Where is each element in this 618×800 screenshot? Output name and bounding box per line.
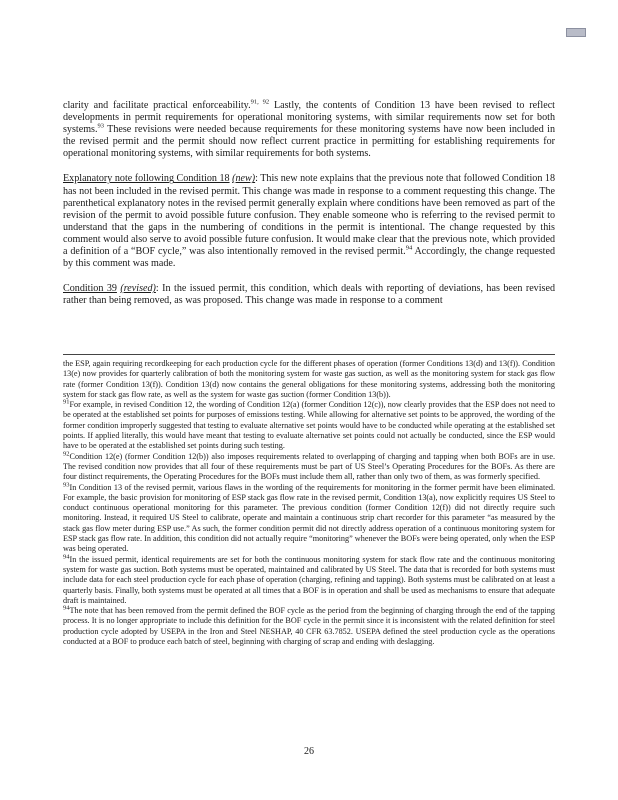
footnote-ref: 93 <box>97 122 104 130</box>
section-heading-tag: (new) <box>232 173 256 185</box>
footnote-94a: $^{94}$In the issued permit, identical requirements are set for both the continuous monitoring system for stack flow rate and the continuous monitoring system for waste gas suction. Both systems must be operated, maintained and calibrated by US Steel. The data that is recorded for both systems must include data for each steel production cycle for each phase of operation (charging, refining and tapping). Both systems must be calibrated on at least a quarterly basis. Finally, both systems must be operated at all times that a BOF is in operation and shall be used as mechanisms to ensure that adequate draft is maintained. <box>63 552 555 605</box>
footnote-separator <box>63 354 555 355</box>
footnote-ref: 91, 92 <box>250 98 270 106</box>
paragraph-note-condition-18: Explanatory note following Condition 18 (new): This new note explains that the previous note that followed Condition 18 has not been included in the revised permit. This change was made in response to a comment requesting this change. The parenthetical explanatory notes in the revised permit generally explain where conditions have been removed as part of the revision of the permit to avoid possible future confusion. They enable someone who is referring to the revised permit to understand that the gaps in the numbering of conditions in the permit is intentional. The change requested by this comment would also serve to avoid possible future confusion. It would make clear that the previous note, which provided a definition of a “BOF cycle,” was also intentionally removed in the revised permit.$^{94}$ Accordingly, the change requested by this comment was made. <box>63 173 556 270</box>
footnote-continued: the ESP, again requiring recordkeeping for each production cycle for the different phases of operation (former Conditions 13(d) and 13(f)). Condition 13(e) now provides for quarterly calibration of both the monitoring system for waste gas suction, as well as the monitoring system for stack gas flow rate (former Condition 13(f)). Condition 13(d) now contains the general obligations for these monitoring systems, addressing both the monitoring system for stack gas flow rate, as well as the system for waste gas suction (former Condition 13(b)). <box>63 359 555 399</box>
footnote-93: $^{93}$In Condition 13 of the revised permit, various flaws in the wording of the requirements for monitoring in the former permit have been eliminated. For example, the basic provision for monitoring of ESP stack gas flow rate in the revised permit, Condition 13(a), now explicitly requires US Steel to conduct continuous operational monitoring for this parameter. The previous condition (former Condition 12(f)) did not directly require such monitoring. Instead, it required US Steel to calibrate, operate and maintain a continuous strip chart recorder for this parameter “as measured by the stack gas flow meter during ESP use.” As such, the former condition permit did not directly address operation of a continuous monitoring system for ESP stack gas flow rate. In addition, this condition did not actually require “monitoring” whenever the BOFs were being operated, only when the ESP was being operated. <box>63 480 555 554</box>
footnotes <box>63 359 555 647</box>
scan-stamp-mark <box>566 28 586 37</box>
paragraph-condition-39: Condition 39 (revised): In the issued permit, this condition, which deals with reporting of deviations, has been revised rather than being removed, as was proposed. This change was made in response to a comment <box>63 283 555 307</box>
section-heading: Condition 39 <box>63 283 117 295</box>
paragraph-condition-13: clarity and facilitate practical enforceability.$^{91, 92}$ Lastly, the contents of Condition 13 have been revised to reflect developments in permit requirements for operational monitoring systems, with similar requirements now set for both systems.$^{93}$ These revisions were needed because requirements for these monitoring systems have now been included in the revised permit and the permit should now reflect current practice in permitting for establishing requirements for operational monitoring systems, with similar requirements for both systems. <box>63 98 555 160</box>
footnote-92: $^{92}$Condition 12(e) (former Condition 12(b)) also imposes requirements related to overlapping of charging and tapping when both BOFs are in use. The revised condition now provides that all four of these requirements must be part of US Steel’s Operating Procedures for the BOFs. As there are four distinct requirements, the Operating Procedures for the BOFs must include them all, rather than only two of them, as was formerly specified. <box>63 449 555 482</box>
footnote-94b: $^{94}$The note that has been removed from the permit defined the BOF cycle as the period from the beginning of charging through the end of the tapping process. It is no longer appropriate to include this definition for the BOF cycle in the permit since it is inconsistent with the related definition for steel production cycle adopted by USEPA in the Iron and Steel NESHAP, 40 CFR 63.7852. USEPA defined the steel production cycle as the operations conducted at a BOF to produce each batch of steel, beginning with charging of scrap and ending with deslagging. <box>63 604 555 647</box>
page-number: 26 <box>304 746 314 757</box>
main-text <box>63 100 555 320</box>
section-heading: Explanatory note following Condition 18 <box>63 173 230 185</box>
footnote-91: $^{91}$For example, in revised Condition 12, the wording of Condition 12(a) (former Condition 12(c)), now clearly provides that the ESP does not need to be operated at the established set points for purposes of emissions testing. While allowing for alternative set points to be approved, the wording of the former condition improperly suggested that testing to evaluate alternative set points would have to be conducted while operating at the established set points. If applied literally, this would have meant that testing to evaluate alternative set points could not actually be conducted, since the ESP would have to be operated at the established set points during such testing. <box>63 398 555 451</box>
footnote-ref: 94 <box>405 244 413 252</box>
section-heading-tag: (revised) <box>120 283 156 295</box>
